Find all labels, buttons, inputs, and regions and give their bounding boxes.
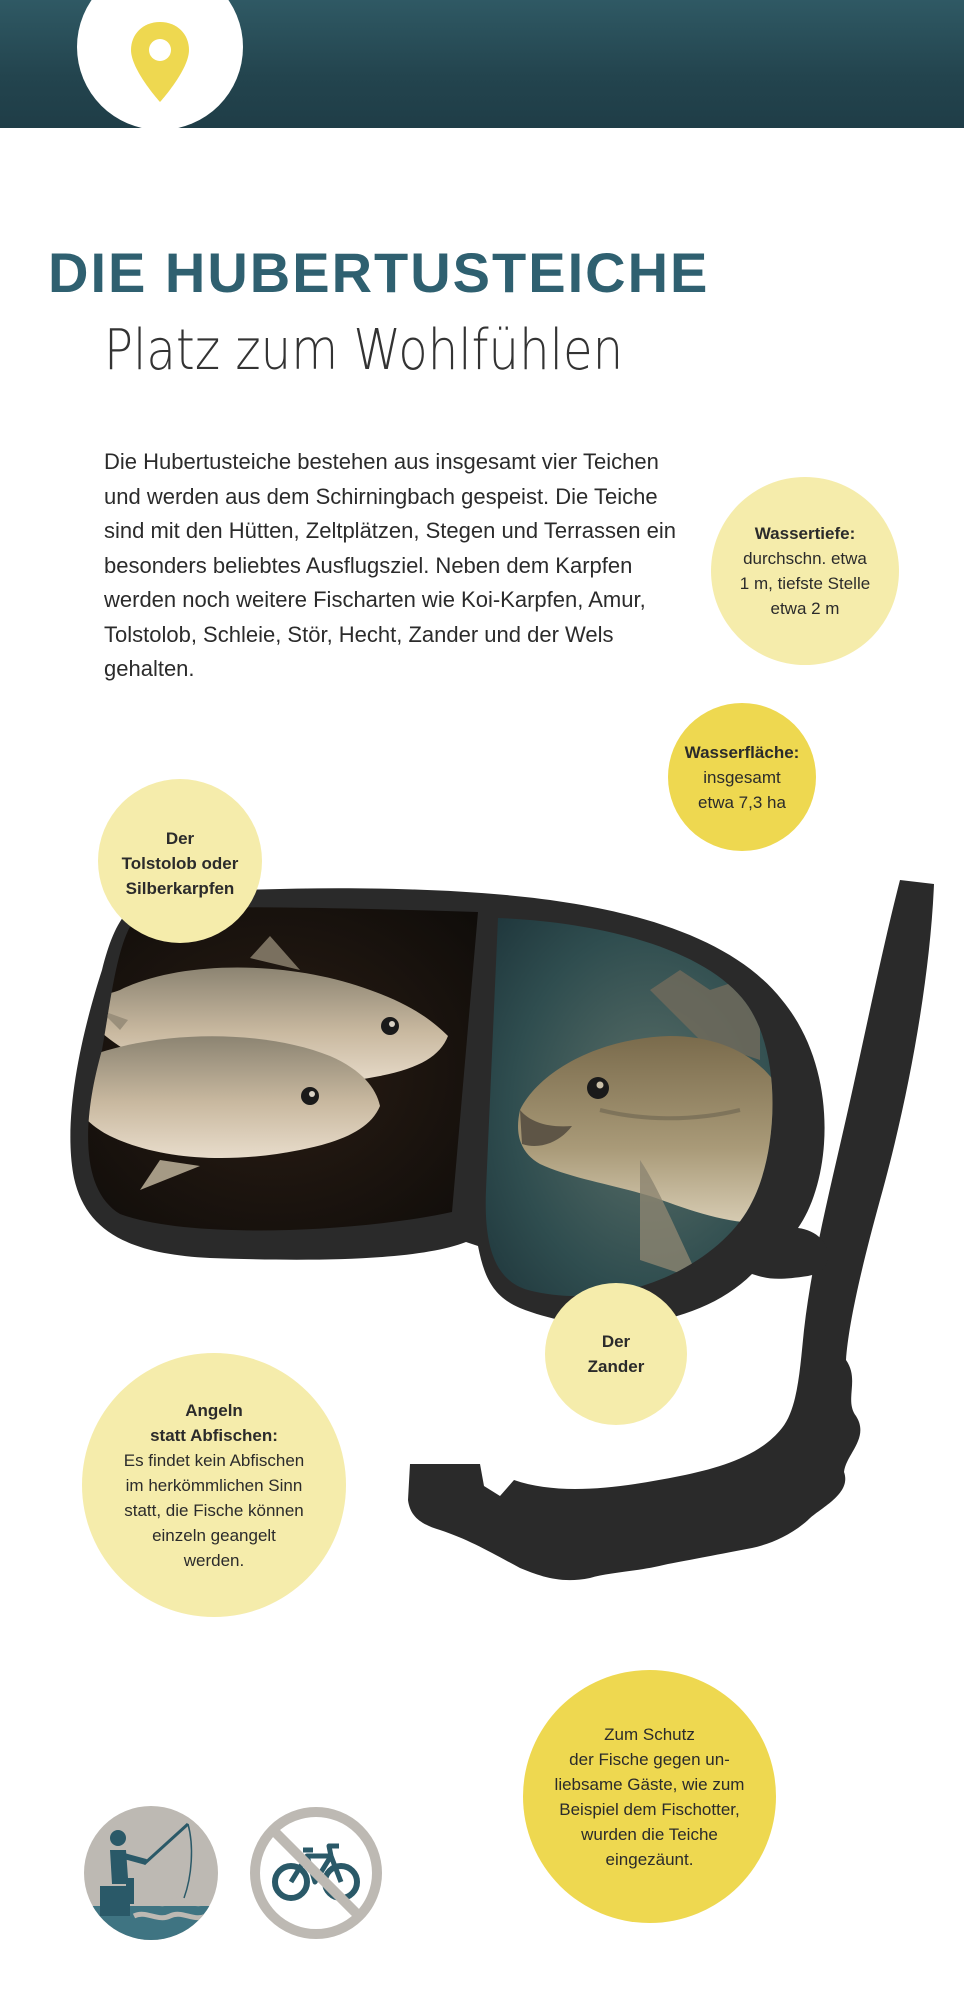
angling-line: einzeln geangelt (152, 1525, 276, 1545)
page-subtitle: Platz zum Wohlfühlen (104, 318, 624, 383)
water-depth-bubble (711, 477, 899, 665)
tolstolob-line: Der (165, 828, 195, 848)
protection-line: wurden die Teiche (581, 1824, 718, 1844)
angling-bubble (82, 1353, 346, 1617)
angling-heading: statt Abfischen: (150, 1425, 278, 1445)
angling-line: Es findet kein Abfischen (123, 1450, 305, 1470)
water-area-line: etwa 7,3 ha (698, 792, 786, 812)
angling-heading: Angeln (185, 1400, 243, 1420)
no-bicycles-icon (249, 1806, 383, 1940)
protection-line: Zum Schutz (604, 1724, 695, 1744)
angling-line: im herkömmlichen Sinn (125, 1475, 303, 1495)
protection-line: liebsame Gäste, wie zum (554, 1774, 745, 1794)
angling-line: werden. (183, 1550, 245, 1570)
angling-line: statt, die Fische können (124, 1500, 304, 1520)
tolstolob-line: Silberkarpfen (125, 878, 235, 898)
water-area-line: insgesamt (703, 767, 781, 787)
fishing-allowed-icon (84, 1806, 218, 1940)
protection-bubble (523, 1670, 776, 1923)
tolstolob-bubble (98, 779, 262, 943)
zander-line: Zander (587, 1357, 645, 1376)
water-depth-heading: Wassertiefe: (754, 524, 856, 543)
zander-line: Der (601, 1332, 631, 1351)
water-depth-line: etwa 2 m (770, 599, 840, 618)
protection-line: Beispiel dem Fischotter, (559, 1799, 740, 1819)
tolstolob-line: Tolstolob oder (121, 853, 239, 873)
zander-bubble (545, 1283, 687, 1425)
water-area-bubble (668, 703, 816, 851)
protection-line: der Fische gegen un- (569, 1749, 730, 1769)
water-area-heading: Wasserfläche: (684, 742, 800, 762)
location-pin-icon (128, 20, 192, 104)
water-depth-line: 1 m, tiefste Stelle (739, 574, 871, 593)
protection-line: eingezäunt. (605, 1849, 694, 1869)
silver-carp-photo (60, 890, 490, 1250)
intro-text: Die Hubertusteiche bestehen aus insgesamt vier Teichen und werden aus dem Schirningbach gespeist. Die Teiche sind mit den Hütten, Zeltplätzen, Stegen und Terrassen ein besonders beliebtes Ausflugsziel. Neben dem Karpfen werden noch weitere Fischarten wie Koi-Karpfen, Amur, Tolstolob, Schleie, Stör, Hecht, Zander und der Wels gehalten. (104, 449, 676, 681)
page-title: DIE HUBERTUSTEICHE (48, 241, 710, 304)
water-depth-line: durchschn. etwa (743, 549, 867, 568)
